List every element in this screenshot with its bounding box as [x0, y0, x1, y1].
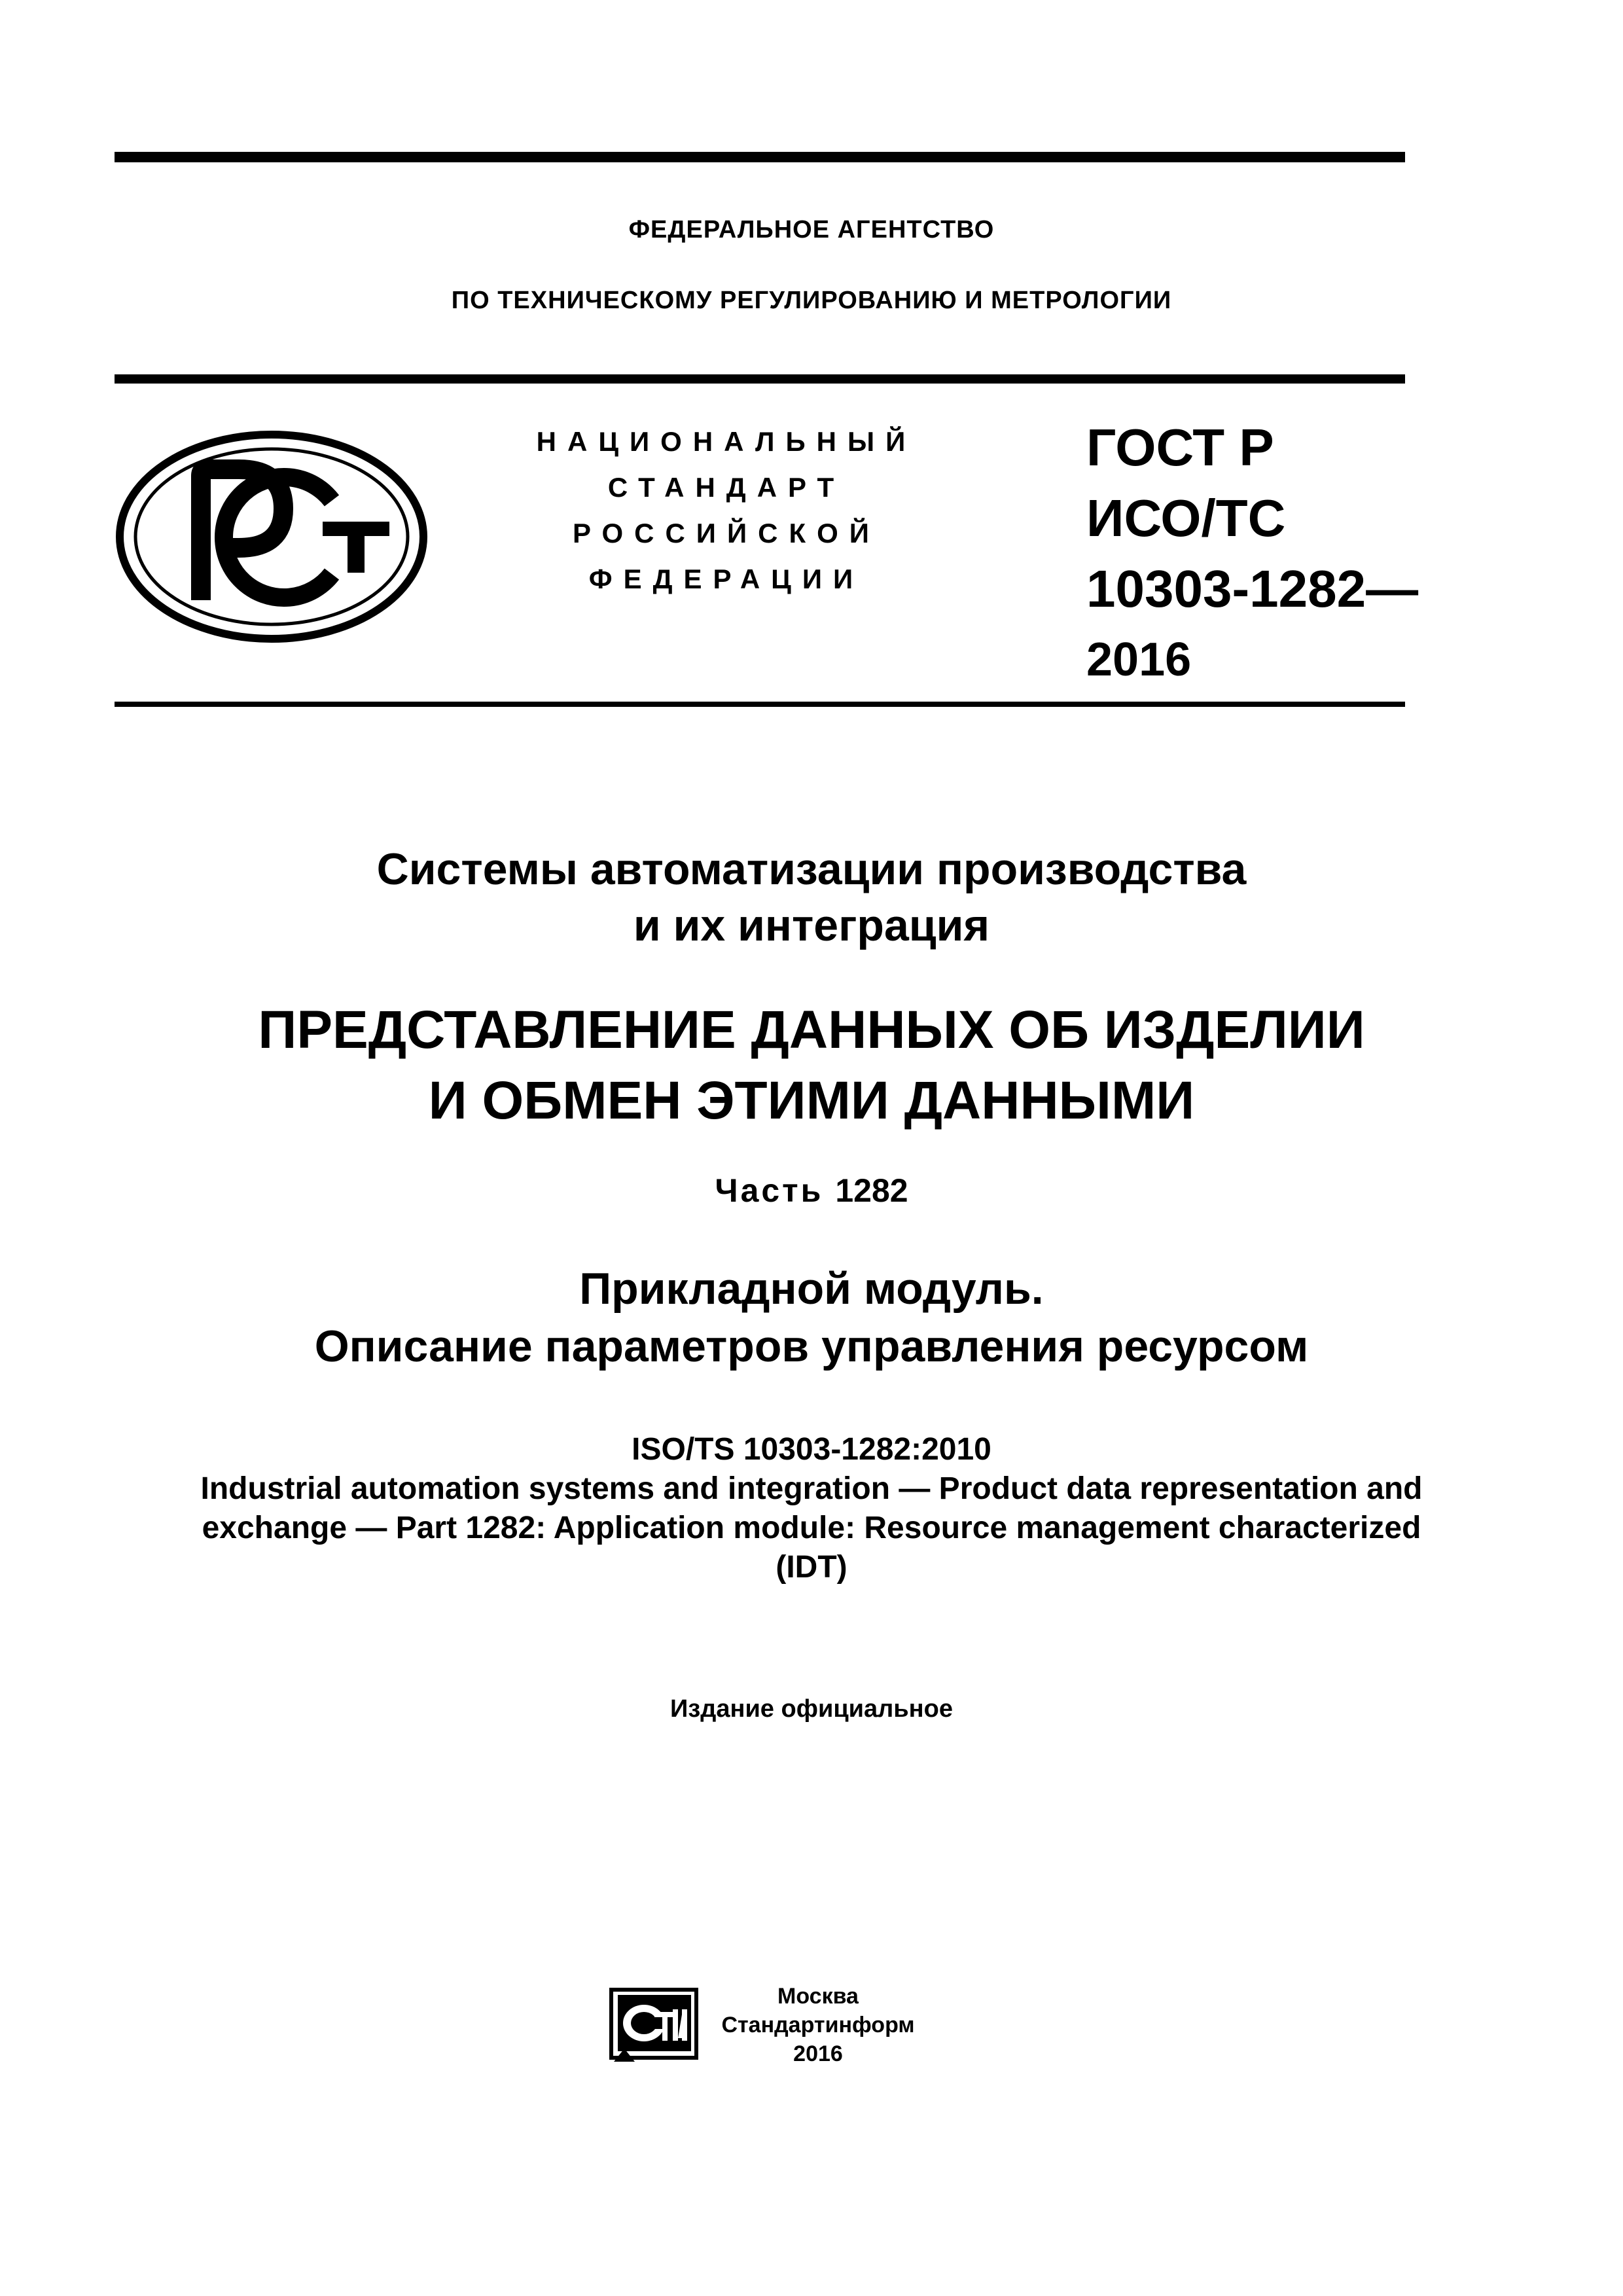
publisher-info — [713, 1982, 923, 2068]
part-number: 1282 — [835, 1172, 908, 1209]
national-standard-line: СТАНДАРТ — [607, 472, 846, 503]
source-title-line: Industrial automation systems and integration — Product data representation and — [200, 1471, 1423, 1506]
source-title-line: (IDT) — [776, 1550, 847, 1585]
source-document — [115, 1430, 1508, 1587]
designation-line: ИСО/ТС — [1086, 489, 1286, 547]
general-title-line: и их интеграция — [633, 901, 990, 950]
standartinform-logo-icon — [609, 1983, 707, 2065]
edition-label: Издание официальное — [670, 1695, 953, 1723]
main-title — [115, 995, 1508, 1136]
standard-designation — [1086, 412, 1418, 695]
source-title-line: exchange — Part 1282: Application module: Resource management characterized — [202, 1511, 1421, 1545]
main-title-line: ПРЕДСТАВЛЕНИЕ ДАННЫХ ОБ ИЗДЕЛИИ — [258, 1000, 1365, 1060]
publisher-city: Москва — [777, 1984, 859, 2009]
national-standard-line: РОССИЙСКОЙ — [573, 518, 880, 548]
designation-line: 10303-1282— — [1086, 560, 1419, 618]
national-standard-label — [497, 419, 955, 602]
part-subtitle — [115, 1260, 1508, 1375]
national-standard-line: НАЦИОНАЛЬНЫЙ — [536, 426, 917, 457]
middle-rule — [115, 374, 1405, 384]
agency-name-line-1: ФЕДЕРАЛЬНОЕ АГЕНТСТВО — [628, 216, 995, 243]
general-title-line: Системы автоматизации производства — [376, 844, 1247, 894]
designation-line: 2016 — [1086, 634, 1192, 686]
agency-name-line-2: ПО ТЕХНИЧЕСКОМУ РЕГУЛИРОВАНИЮ И МЕТРОЛОГИИ — [451, 287, 1172, 314]
top-rule — [115, 152, 1405, 162]
part-subtitle-line: Прикладной модуль. — [579, 1264, 1044, 1314]
part-label: Часть — [715, 1172, 824, 1209]
designation-line: ГОСТ Р — [1086, 418, 1274, 476]
part-heading — [115, 1172, 1508, 1210]
main-title-line: И ОБМЕН ЭТИМИ ДАННЫМИ — [428, 1071, 1195, 1130]
part-subtitle-line: Описание параметров управления ресурсом — [314, 1321, 1309, 1371]
national-standard-line: ФЕДЕРАЦИИ — [588, 564, 865, 594]
publisher-year: 2016 — [793, 2041, 843, 2066]
rst-emblem-icon — [115, 429, 429, 645]
source-code: ISO/TS 10303-1282:2010 — [632, 1432, 991, 1467]
bottom-rule — [115, 702, 1405, 707]
publisher-name: Стандартинформ — [721, 2013, 915, 2037]
general-title — [115, 841, 1508, 954]
